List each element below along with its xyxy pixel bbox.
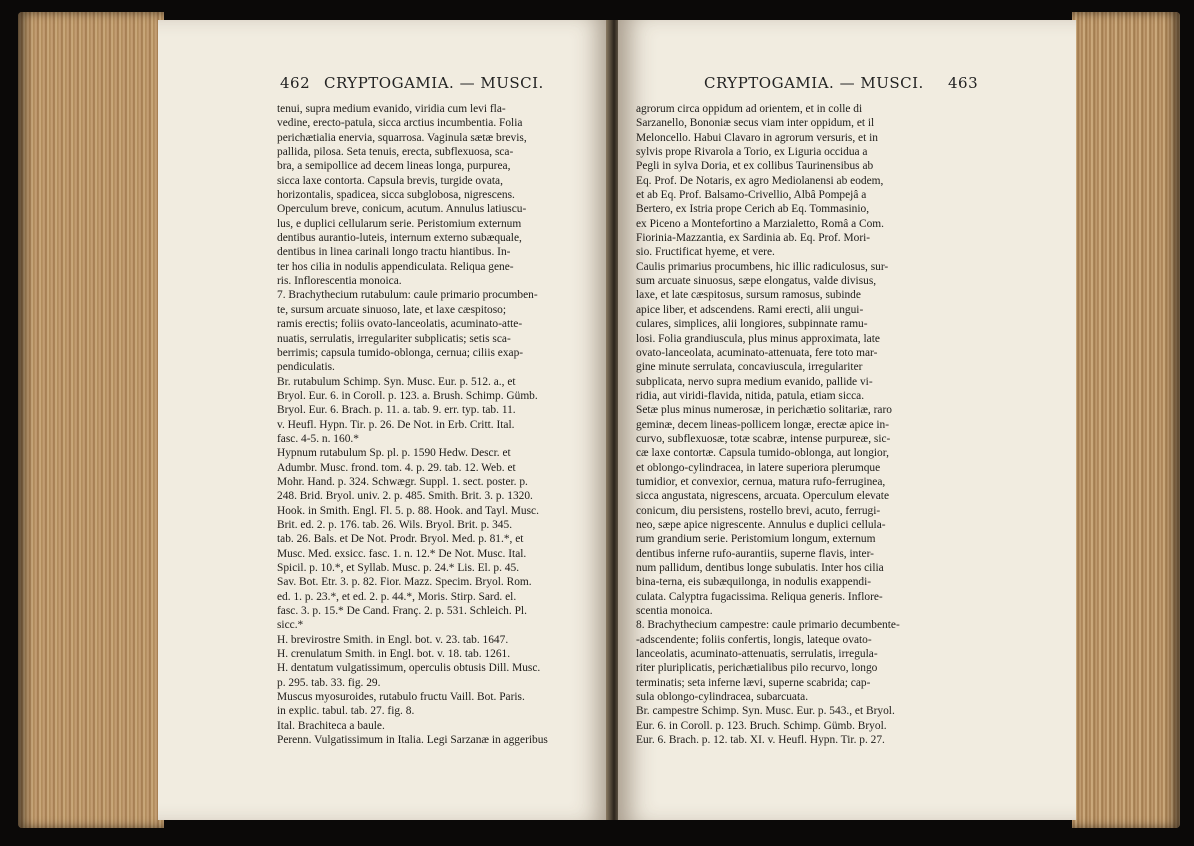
- text-line: riter pluriplicatis, perichætialibus pilo recurvo, longo: [636, 662, 878, 675]
- text-line: Sarzanello, Bononiæ secus viam inter oppidum, et il: [636, 117, 875, 130]
- text-line: H. crenulatum Smith. in Engl. bot. v. 18. tab. 1261.: [277, 648, 511, 661]
- right-page-header: [704, 74, 994, 96]
- text-line: fasc. 3. p. 15.* De Cand. Franç. 2. p. 531. Schleich. Pl.: [277, 605, 527, 618]
- text-line: curvo, subflexuosæ, totæ scabræ, intense purpureæ, sic-: [636, 432, 891, 445]
- text-line: sicca angustata, nigrescens, arcuata. Operculum elevate: [636, 490, 890, 503]
- text-line: H. dentatum vulgatissimum, operculis obtusis Dill. Musc.: [277, 662, 541, 675]
- text-line: Sav. Bot. Etr. 3. p. 82. Fior. Mazz. Specim. Bryol. Rom.: [277, 576, 532, 589]
- text-line: p. 295. tab. 33. fig. 29.: [277, 676, 381, 689]
- text-line: Spicil. p. 10.*, et Syllab. Musc. p. 24.* Lis. El. p. 45.: [277, 562, 520, 574]
- left-page-number: 462: [280, 74, 311, 92]
- text-line: Bryol. Eur. 6. in Coroll. p. 123. a. Brush. Schimp. Gümb.: [277, 389, 538, 402]
- text-line: ovato-lanceolata, acuminato-attenuata, fere toto mar-: [636, 346, 878, 359]
- text-line: nuatis, serrulatis, irregulariter subplicatis; setis sca-: [277, 332, 511, 345]
- text-line: Caulis primarius procumbens, hic illic radiculosus, sur-: [636, 260, 889, 273]
- text-line: subplicata, nervo supra medium evanido, pallide vi-: [636, 375, 873, 388]
- text-line: tab. 26. Bals. et De Not. Prodr. Bryol. Med. p. 81.*, et: [277, 533, 524, 546]
- text-line: bra, a semipollice ad decem lineas longa, purpurea,: [277, 160, 511, 173]
- text-line: Musc. Med. exsicc. fasc. 1. n. 12.* De Not. Musc. Ital.: [277, 547, 527, 560]
- text-line: apice liber, et adscendens. Rami erecti, alii ungui-: [636, 303, 864, 316]
- text-line: Meloncello. Habui Clavaro in agrorum versuris, et in: [636, 131, 878, 144]
- text-line: fasc. 4-5. n. 160.*: [277, 432, 359, 445]
- text-line: Hook. in Smith. Engl. Fl. 5. p. 88. Hook. and Tayl. Musc.: [277, 504, 539, 517]
- text-line: Hypnum rutabulum Sp. pl. p. 1590 Hedw. Descr. et: [277, 447, 511, 460]
- text-line: Eur. 6. Brach. p. 12. tab. XI. v. Heufl. Hypn. Tir. p. 27.: [636, 734, 885, 747]
- text-line: Mohr. Hand. p. 324. Schwægr. Suppl. 1. sect. poster. p.: [277, 475, 528, 488]
- text-line: te, sursum arcuate sinuoso, late, et laxe cæspitoso;: [277, 303, 507, 316]
- text-line: sicc.*: [277, 619, 304, 632]
- text-line: ridia, aut viridi-flavida, nitida, patula, etiam sicca.: [636, 389, 865, 402]
- text-line: lus, e duplici cellularum serie. Peristomium externum: [277, 217, 522, 230]
- text-line: sio. Fructificat hyeme, et vere.: [636, 246, 775, 259]
- text-line: conicum, diu persistens, rostello brevi, acuto, ferrugi-: [636, 504, 881, 517]
- text-line: et ab Eq. Prof. Balsamo-Crivellio, Albâ Pompejâ a: [636, 189, 867, 202]
- text-line: sum arcuate sinuosus, sæpe elongatus, valde divisus,: [636, 275, 877, 288]
- text-line: Brit. ed. 2. p. 176. tab. 26. Wils. Bryol. Brit. p. 345.: [277, 518, 513, 531]
- book-page-edges-left: [18, 12, 164, 828]
- right-page: [618, 20, 1076, 820]
- text-line: Ital. Brachiteca a baule.: [277, 719, 385, 732]
- text-line: lanceolatis, acuminato-attenuatis, serrulatis, irregula-: [636, 648, 878, 661]
- text-line: bina-terna, eis subæquilonga, in nodulis exappendi-: [636, 576, 872, 589]
- text-line: num pallidum, dentibus longe subulatis. Inter hos cilia: [636, 562, 884, 574]
- text-line: in explic. tabul. tab. 27. fig. 8.: [277, 705, 415, 718]
- text-line: tenui, supra medium evanido, viridia cum levi fla-: [277, 103, 506, 115]
- right-page-text: [636, 102, 964, 747]
- text-line: ramis erectis; foliis ovato-lanceolatis, acuminato-atte-: [277, 318, 523, 331]
- text-line: vedine, erecto-patula, sicca arctius incumbentia. Folia: [277, 117, 523, 130]
- text-line: Bertero, ex Istria prope Cerich ab Eq. Tommasinio,: [636, 203, 870, 216]
- text-line: neo, sæpe apice nigrescente. Annulus e duplici cellula-: [636, 518, 886, 531]
- text-line: terminatis; seta inferne lævi, superne scabrida; cap-: [636, 676, 871, 689]
- right-running-head: CRYPTOGAMIA. — MUSCI.: [704, 74, 924, 92]
- text-line: tumidior, et convexior, cernua, matura rufo-ferruginea,: [636, 475, 886, 488]
- text-line: 248. Brid. Bryol. univ. 2. p. 485. Smith. Brit. 3. p. 1320.: [277, 490, 533, 503]
- text-line: berrimis; capsula tumido-oblonga, cernua; ciliis exap-: [277, 346, 524, 359]
- text-line: et oblongo-cylindracea, in latere superiora plerumque: [636, 461, 881, 474]
- text-line: rum grandium serie. Peristomium longum, externum: [636, 533, 876, 546]
- text-line: dentibus in linea carinali longo tractu hiantibus. In-: [277, 246, 511, 259]
- text-line: Pegli in sylva Doria, et ex collibus Taurinensibus ab: [636, 160, 874, 173]
- text-line: Br. campestre Schimp. Syn. Musc. Eur. p. 543., et Bryol.: [636, 705, 895, 718]
- text-line: agrorum circa oppidum ad orientem, et in colle di: [636, 103, 863, 115]
- text-line: ris. Inflorescentia monoica.: [277, 275, 402, 288]
- text-line: laxe, et late cæspitosus, sursum ramosus, subinde: [636, 289, 861, 302]
- text-line: Muscus myosuroides, rutabulo fructu Vaill. Bot. Paris.: [277, 691, 525, 704]
- left-running-head: CRYPTOGAMIA. — MUSCI.: [324, 74, 544, 92]
- text-line: H. brevirostre Smith. in Engl. bot. v. 23. tab. 1647.: [277, 633, 509, 646]
- text-line: culata. Calyptra fugacissima. Reliqua generis. Inflore-: [636, 590, 883, 603]
- text-line: 7. Brachythecium rutabulum: caule primario procumben-: [277, 289, 538, 302]
- text-line: scentia monoica.: [636, 605, 713, 618]
- text-line: Fiorinia-Mazzantia, ex Sardinia ab. Eq. Prof. Mori-: [636, 232, 871, 245]
- text-line: sicca laxe contorta. Capsula brevis, turgide ovata,: [277, 174, 503, 187]
- text-line: ed. 1. p. 23.*, et ed. 2. p. 44.*, Moris. Stirp. Sard. el.: [277, 590, 517, 603]
- text-line: perichætialia enervia, squarrosa. Vaginula sætæ brevis,: [277, 131, 527, 144]
- text-line: Perenn. Vulgatissimum in Italia. Legi Sarzanæ in aggeribus: [277, 734, 548, 747]
- text-line: horizontalis, spadicea, sicca subglobosa, nigrescens.: [277, 189, 515, 202]
- text-line: cæ laxe contortæ. Capsula tumido-oblonga, aut longior,: [636, 447, 889, 460]
- text-line: sula oblongo-cylindracea, subarcuata.: [636, 691, 809, 704]
- text-line: dentibus inferne rufo-aurantiis, superne flavis, inter-: [636, 547, 874, 560]
- text-line: 8. Brachythecium campestre: caule primario decumbente-: [636, 619, 900, 632]
- right-page-number: 463: [948, 74, 979, 92]
- text-line: Bryol. Eur. 6. Brach. p. 11. a. tab. 9. err. typ. tab. 11.: [277, 404, 516, 417]
- text-line: v. Heufl. Hypn. Tir. p. 26. De Not. in Erb. Critt. Ital.: [277, 418, 515, 431]
- text-line: ex Piceno a Montefortino a Marzialetto, Româ a Com.: [636, 217, 884, 230]
- text-line: Setæ plus minus numerosæ, in perichætio solitariæ, raro: [636, 404, 892, 417]
- text-line: gine minute serrulata, concaviuscula, irregulariter: [636, 361, 863, 374]
- text-line: Adumbr. Musc. frond. tom. 4. p. 29. tab. 12. Web. et: [277, 461, 516, 474]
- text-line: -adscendente; foliis confertis, longis, lateque ovato-: [636, 633, 872, 646]
- text-line: geminæ, decem lineas-pollicem longæ, erectæ apice in-: [636, 418, 890, 431]
- text-line: dentibus aurantio-luteis, internum externo subæquale,: [277, 232, 522, 245]
- text-line: pendiculatis.: [277, 361, 335, 374]
- text-line: sylvis prope Rivarola a Torio, ex Liguria occidua a: [636, 146, 868, 159]
- text-line: Br. rutabulum Schimp. Syn. Musc. Eur. p. 512. a., et: [277, 375, 516, 388]
- text-line: pallida, pilosa. Seta tenuis, erecta, subflexuosa, sca-: [277, 146, 514, 159]
- text-line: Eq. Prof. De Notaris, ex agro Mediolanensi ab eodem,: [636, 174, 884, 187]
- text-line: ter hos cilia in nodulis appendiculata. Reliqua gene-: [277, 260, 514, 273]
- text-line: losi. Folia grandiuscula, plus minus approximata, late: [636, 332, 880, 345]
- text-line: Eur. 6. in Coroll. p. 123. Bruch. Schimp. Gümb. Bryol.: [636, 719, 887, 732]
- left-page: [158, 20, 610, 820]
- text-line: Operculum breve, conicum, acutum. Annulus latiuscu-: [277, 203, 527, 216]
- left-page-header: [280, 74, 570, 96]
- book-page-edges-right: [1072, 12, 1180, 828]
- text-line: culares, simplices, alii longiores, subpinnate ramu-: [636, 318, 868, 331]
- left-page-text: [277, 102, 577, 747]
